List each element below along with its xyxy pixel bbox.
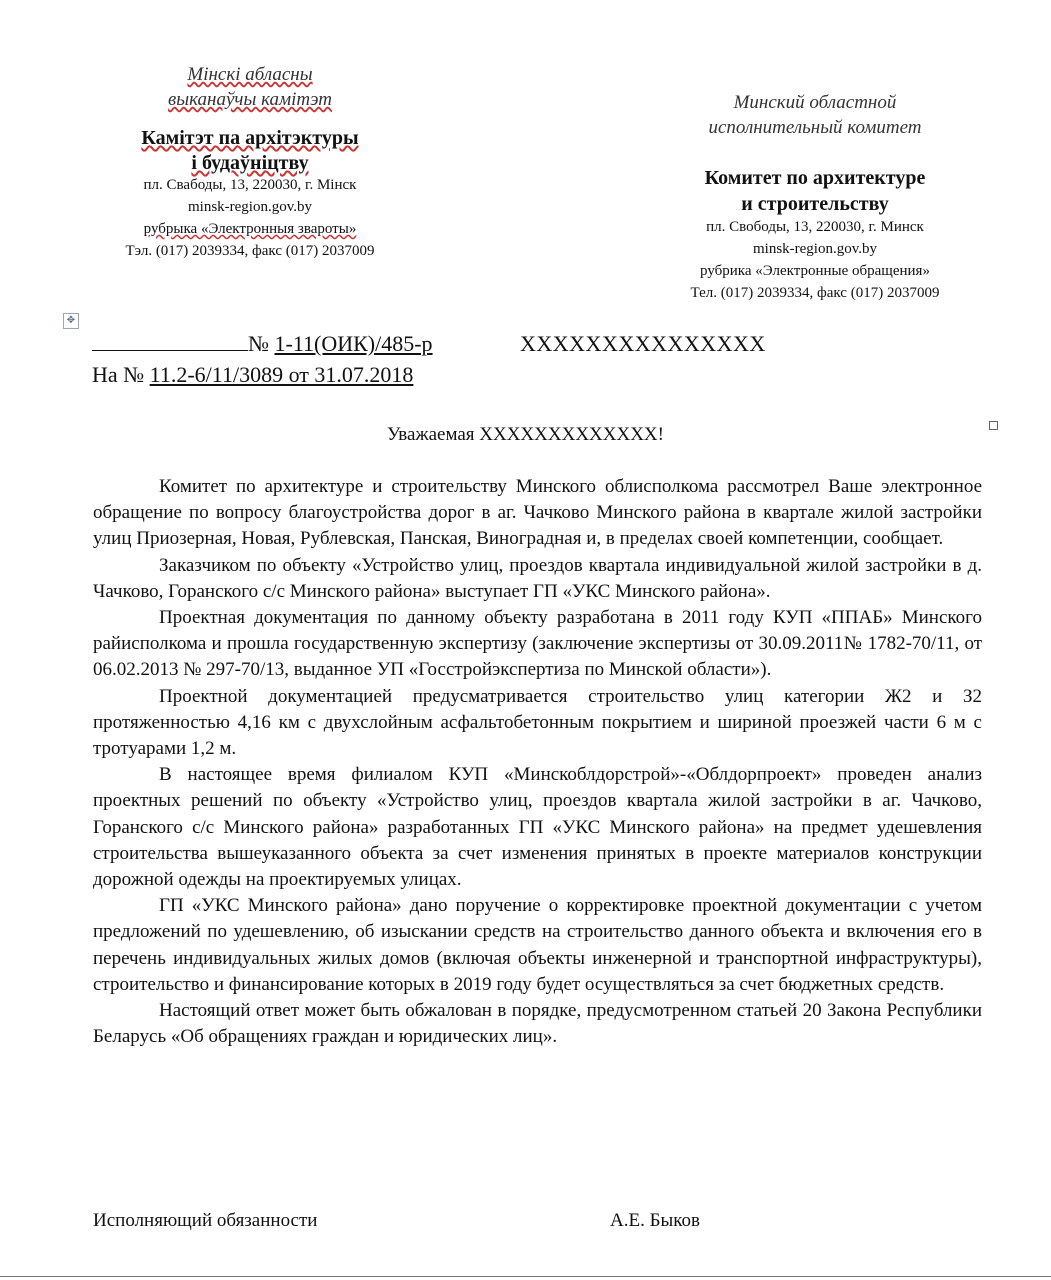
website: minsk-region.gov.by [752, 241, 877, 257]
signature-name: А.Е. Быков [610, 1210, 700, 1231]
paragraph: Заказчиком по объекту «Устройство улиц, проездов квартала индивидуальной жилой застройки в д. Чачково, Горанского с/с Минского района» выступает ГП «УКС Минского района». [93, 554, 982, 602]
website: minsk-region.gov.by [187, 199, 312, 215]
address: пл. Свабоды, 13, 220030, г. Мінск [143, 177, 357, 193]
reply-reference-value: 11.2-6/11/3089 от 31.07.2018 [149, 362, 414, 387]
outgoing-number [92, 330, 433, 358]
greeting: Уважаемая ХХХХХХХХХХХХХ! [387, 424, 664, 445]
header-russian [650, 90, 980, 304]
paragraph: Комитет по архитектуре и строительству Минского облисполкома рассмотрел Ваше электронное обращение по вопросу благоустройства дорог в аг. Чачково Минского района в квартале жилой застройки улиц Приозерная, Новая, Рублевская, Панская, Виноградная и, в пределах своей компетенции, сообщает. [93, 476, 982, 550]
addressee: ХХХХХХХХХХХХХХХ [520, 331, 766, 356]
dept-name-line2: и строительству [741, 193, 889, 215]
page-divider [0, 1276, 1051, 1277]
outgoing-number-value: 1-11(ОИК)/485-р [274, 331, 433, 356]
paragraph: Проектной документацией предусматривается строительство улиц категории Ж2 и З2 протяженностью 4,16 км с двухслойным асфальтобетонным покрытием и шириной проезжей части 6 м с тротуарами 1,2 м. [93, 685, 982, 760]
paragraph: В настоящее время филиалом КУП «Минскоблдорстрой»-«Облдорпроект» проведен анализ проектных решений по объекту «Устройство улиц, проездов квартала жилой застройки в аг. Чачково, Горанского с/с Минского района» разработанных ГП «УКС Минского района» на предмет удешевления строительства вышеуказанного объекта за счет изменения принятых в проекте материалов конструкции дорожной одежды на проектируемых улицах. [93, 764, 982, 891]
org-name-line1: Минский областной [733, 92, 897, 113]
reply-reference [92, 361, 413, 389]
org-name-line2: выканаўчы камітэт [168, 89, 332, 110]
dept-name-line1: Комитет по архитектуре [704, 167, 926, 189]
paragraph: Настоящий ответ может быть обжалован в порядке, предусмотренном статьей 20 Закона Республики Беларусь «Об обращениях граждан и юридических лиц». [93, 1000, 982, 1048]
number-prefix: № [248, 331, 275, 356]
rubric: рубрика «Электронные обращения» [700, 263, 930, 279]
dept-name-line1: Камітэт па архітэктуры [141, 127, 359, 149]
reply-prefix: На № [92, 362, 150, 387]
paragraph: Проектная документация по данному объекту разработана в 2011 году КУП «ППАБ» Минского райисполкома и прошла государственную экспертизу (заключение экспертизы от 30.09.2011№ 1782-70/11, от 06.02.2013 № 297-70/13, выданное УП «Госстройэкспертиза по Минской области»). [93, 607, 982, 681]
org-name-line1: Мінскі абласны [187, 64, 313, 85]
phone-fax: Тел. (017) 2039334, факс (017) 2037009 [690, 285, 940, 301]
dept-name-line2: і будаўніцтву [191, 152, 309, 174]
org-name-line2: исполнительный комитет [708, 117, 922, 138]
letter-body [93, 474, 982, 1050]
header-belarusian [90, 62, 410, 262]
address: пл. Свободы, 13, 220030, г. Минск [706, 219, 924, 235]
phone-fax: Тэл. (017) 2039334, факс (017) 2037009 [125, 243, 375, 259]
table-move-handle-icon[interactable]: ✥ [63, 313, 79, 329]
paragraph: ГП «УКС Минского района» дано поручение о корректировке проектной документации с учетом предложений по удешевлению, об изыскании средств на строительство данного объекта и включения его в перечень индивидуальных жилых домов (включая объекты инженерной и транспортной инфраструктуры), строительство и финансирование которых в 2019 году будет осуществляться за счет бюджетных средств. [93, 895, 982, 995]
date-blank [92, 330, 248, 351]
rubric: рубрыка «Электронныя звароты» [143, 221, 357, 237]
signature-title: Исполняющий обязанности [93, 1210, 318, 1231]
